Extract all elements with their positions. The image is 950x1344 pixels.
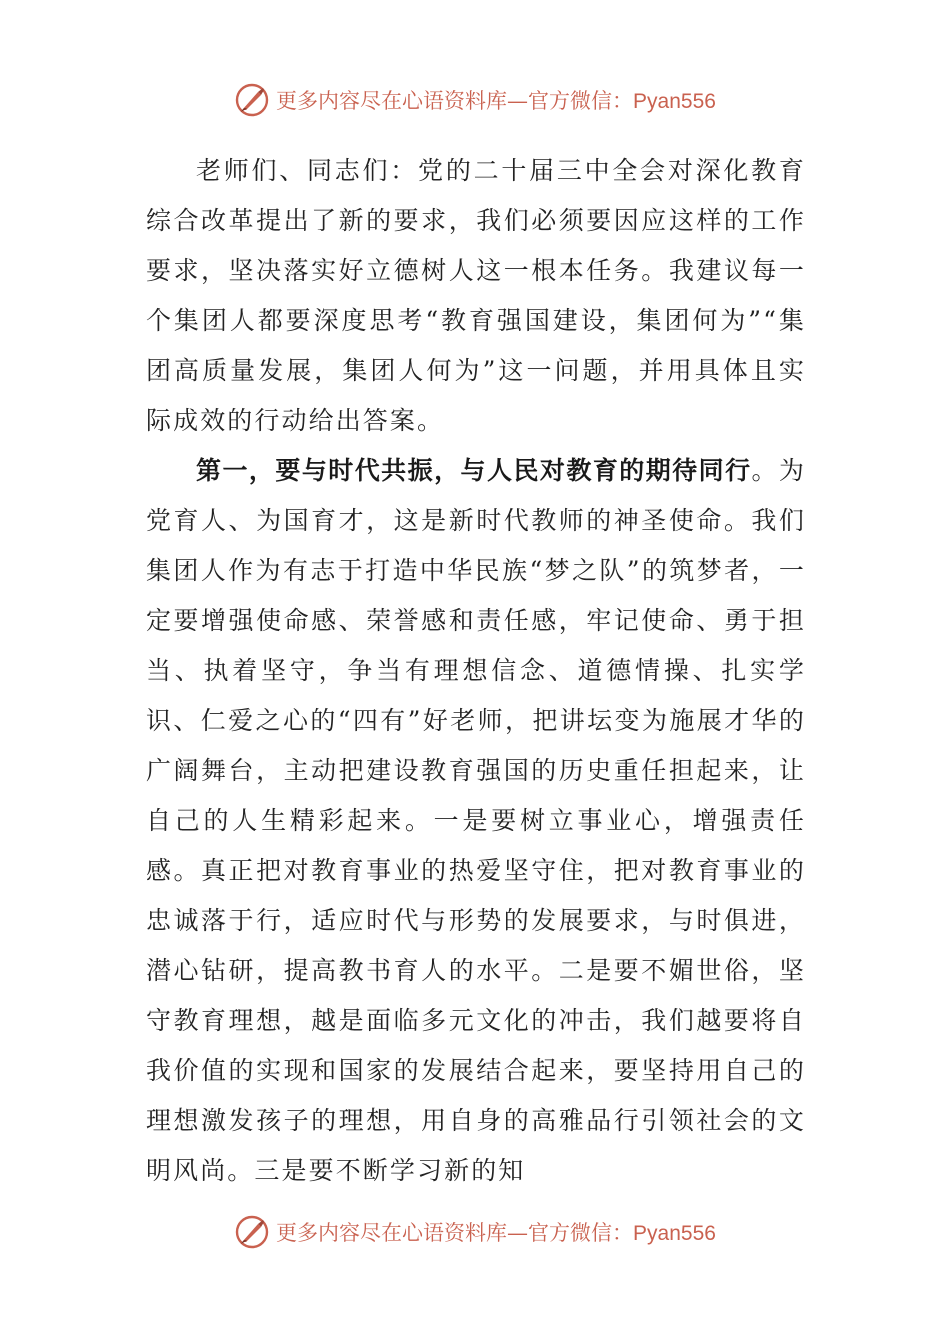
watermark-text-cn: 更多内容尽在心语资料库—官方微信： — [276, 1221, 634, 1245]
watermark-text — [276, 1217, 716, 1247]
watermark-wechat-id: Pyan556 — [633, 90, 716, 113]
watermark-wechat-id: Pyan556 — [633, 1222, 716, 1245]
quill-pen-logo-icon — [234, 1214, 270, 1250]
watermark-banner-top — [0, 78, 950, 122]
watermark-text-cn: 更多内容尽在心语资料库—官方微信： — [276, 89, 634, 113]
paragraph-first-body: 。为党育人、为国育才，这是新时代教师的神圣使命。我们集团人作为有志于打造中华民族“梦之队”的筑梦者，一定要增强使命感、荣誉感和责任感，牢记使命、勇于担当、执着坚守，争当有理想信念、道德情操、扎实学识、仁爱之心的“四有”好老师，把讲坛变为施展才华的广阔舞台，主动把建设教育强国的历史重任担起来，让自己的人生精彩起来。一是要树立事业心，增强责任感。真正把对教育事业的热爱坚守住，把对教育事业的忠诚落于行，适应时代与形势的发展要求，与时俱进，潜心钻研，提高教书育人的水平。二是要不媚世俗，坚守教育理想，越是面临多元文化的冲击，我们越要将自我价值的实现和国家的发展结合起来，要坚持用自己的理想激发孩子的理想，用自身的高雅品行引领社会的文明风尚。三是要不断学习新的知 — [146, 456, 807, 1185]
quill-pen-logo-icon — [234, 82, 270, 118]
watermark-banner-bottom — [0, 1210, 950, 1254]
watermark-text — [276, 85, 716, 115]
document-body — [146, 146, 806, 1196]
paragraph-opening: 老师们、同志们：党的二十届三中全会对深化教育综合改革提出了新的要求，我们必须要因应这样的工作要求，坚决落实好立德树人这一根本任务。我建议每一个集团人都要深度思考“教育强国建设，集团何为”“集团高质量发展，集团人何为”这一问题，并用具体且实际成效的行动给出答案。 — [146, 156, 806, 435]
paragraph-first-point — [146, 446, 806, 1196]
paragraph-heading-first: 第一，要与时代共振，与人民对教育的期待同行 — [196, 456, 752, 485]
